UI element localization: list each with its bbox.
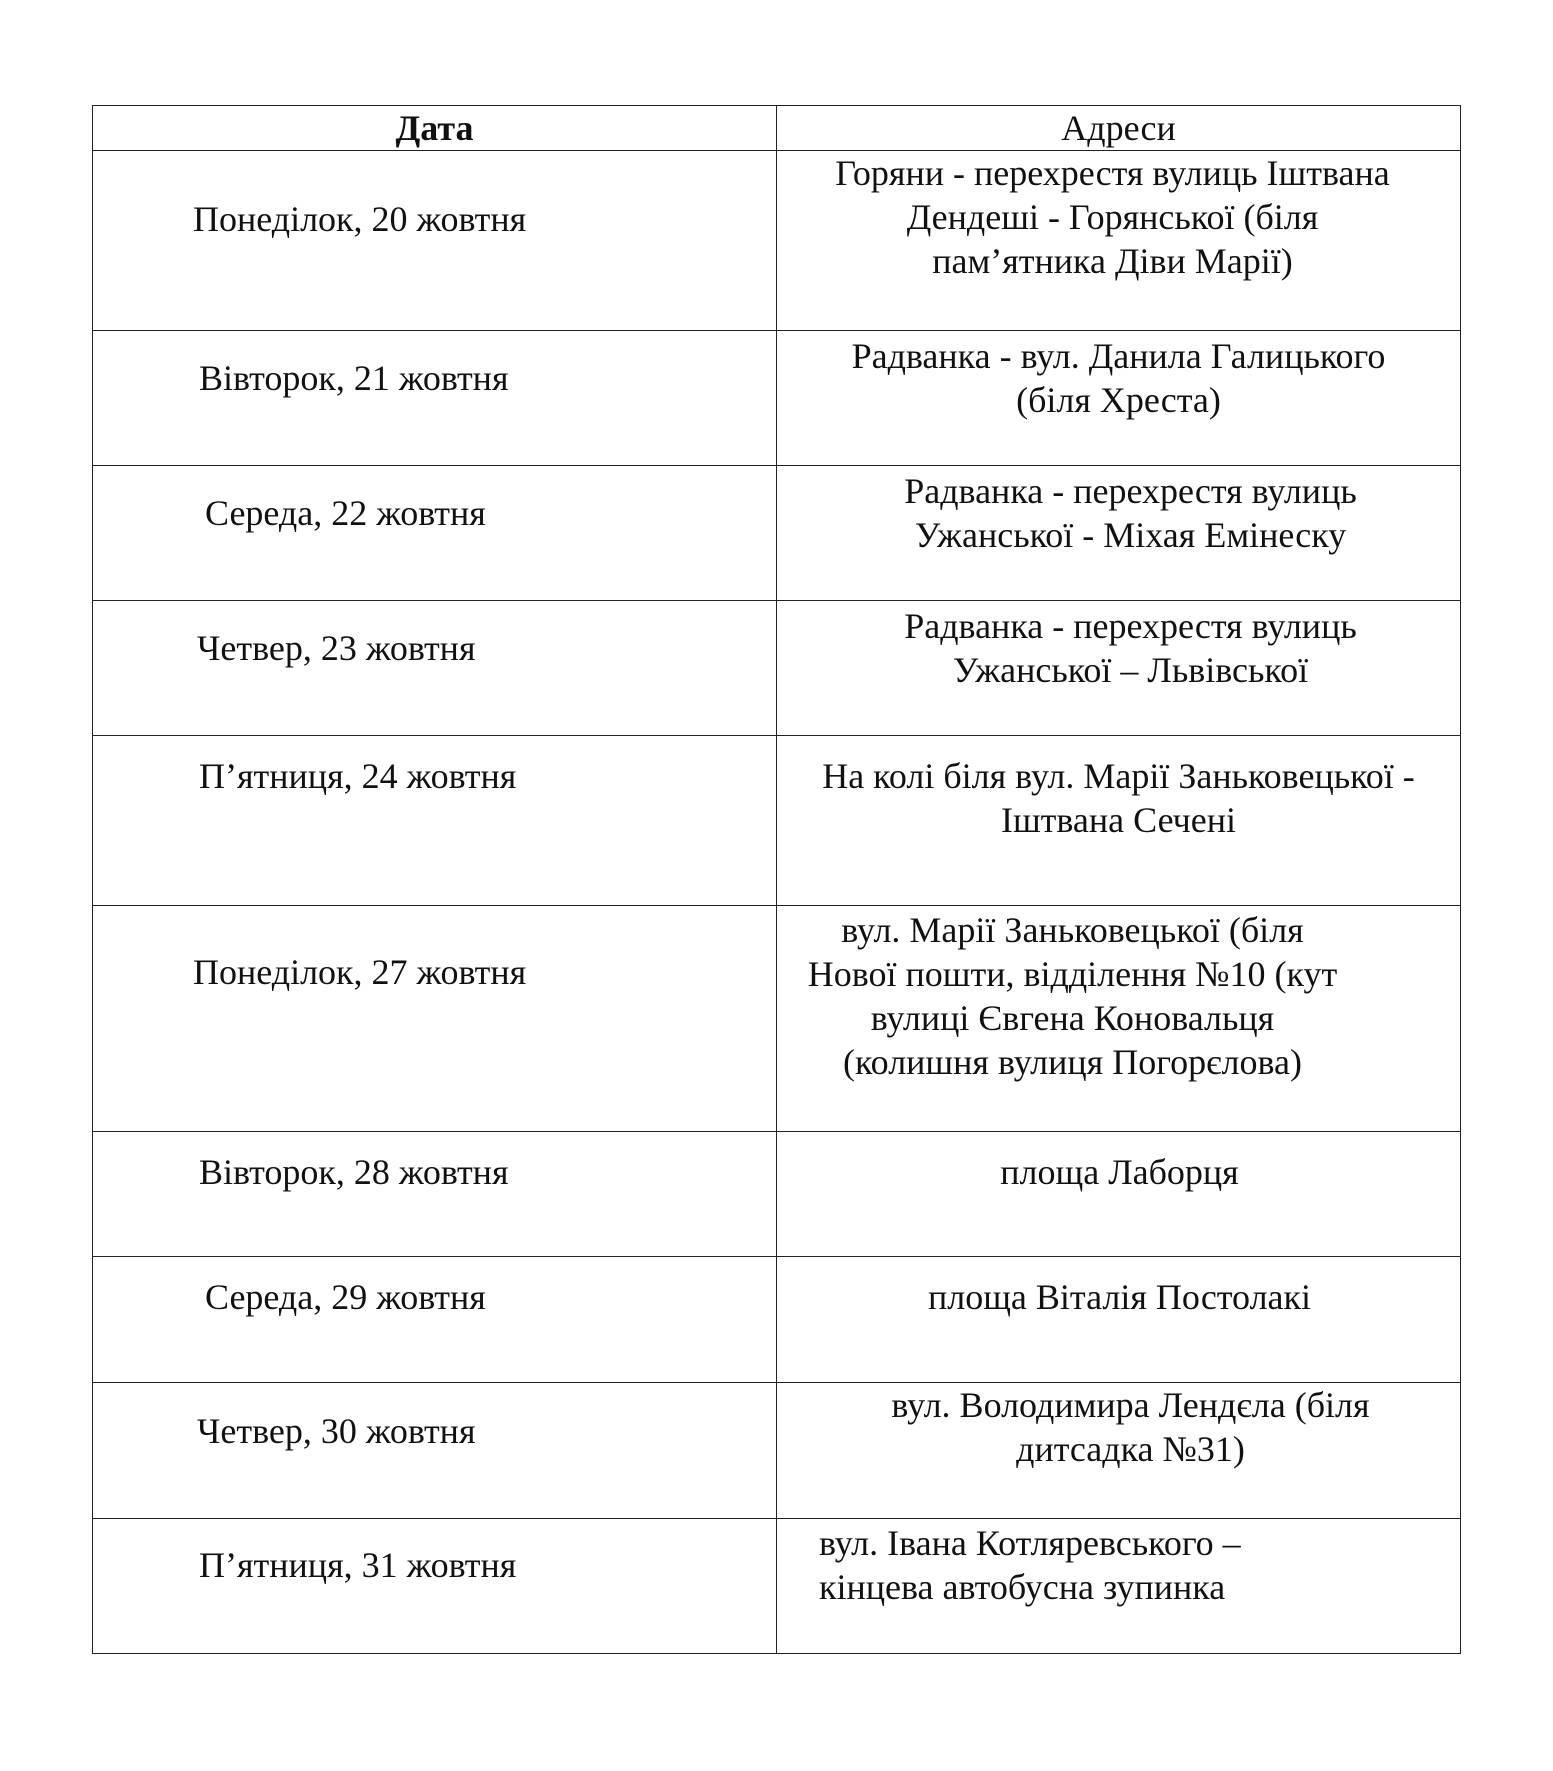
address-line: Іштвана Сечені	[1000, 800, 1237, 840]
address-line: вул. Марії Заньковецької (біля	[841, 910, 1304, 950]
address-cell	[777, 466, 1461, 601]
address-line: (колишня вулиця Погорєлова)	[843, 1042, 1302, 1082]
table-row	[93, 601, 1461, 736]
date-cell	[93, 151, 777, 331]
table-row	[93, 466, 1461, 601]
address-line: (біля Хреста)	[1016, 380, 1221, 420]
date-cell	[93, 1257, 777, 1383]
table-row	[93, 151, 1461, 331]
address-cell	[777, 601, 1461, 736]
date-cell	[93, 906, 777, 1132]
date-text: Середа, 29 жовтня	[205, 1277, 486, 1317]
date-cell	[93, 331, 777, 466]
address-line: Радванка - перехрестя вулиць	[904, 471, 1357, 511]
address-line: вулиці Євгена Коновальця	[870, 998, 1275, 1038]
date-text: Середа, 22 жовтня	[205, 493, 486, 533]
address-line: пам’ятника Діви Марії)	[932, 241, 1293, 281]
table-row	[93, 1257, 1461, 1383]
address-line: Горяни - перехрестя вулиць Іштвана	[835, 153, 1390, 193]
address-cell	[777, 331, 1461, 466]
address-line: вул. Івана Котляревського –	[819, 1523, 1241, 1563]
table-row	[93, 1383, 1461, 1519]
date-cell	[93, 1383, 777, 1519]
address-line: Ужанської - Міхая Емінеску	[914, 515, 1347, 555]
schedule-table	[92, 105, 1461, 1654]
address-cell	[777, 1519, 1461, 1654]
date-text: Вівторок, 28 жовтня	[199, 1152, 509, 1192]
address-line: дитсадка №31)	[1016, 1429, 1245, 1469]
date-text: Четвер, 23 жовтня	[197, 628, 476, 668]
address-line: Дендеші - Горянської (біля	[906, 197, 1319, 237]
address-cell	[777, 1257, 1461, 1383]
date-text: Понеділок, 20 жовтня	[193, 199, 527, 239]
date-cell	[93, 466, 777, 601]
date-cell	[93, 1519, 777, 1654]
date-text: Вівторок, 21 жовтня	[199, 358, 509, 398]
address-line: На колі біля вул. Марії Заньковецької -	[822, 756, 1415, 796]
table-row	[93, 1132, 1461, 1257]
date-cell	[93, 601, 777, 736]
table-row	[93, 1519, 1461, 1654]
address-line: площа Лаборця	[1000, 1152, 1239, 1192]
date-text: Четвер, 30 жовтня	[197, 1411, 476, 1451]
address-line: площа Віталія Постолакі	[927, 1277, 1312, 1317]
address-cell	[777, 906, 1461, 1132]
date-cell	[93, 1132, 777, 1257]
address-cell	[777, 1132, 1461, 1257]
address-cell	[777, 151, 1461, 331]
address-line: Радванка - вул. Данила Галицького	[851, 336, 1386, 376]
address-line: кінцева автобусна зупинка	[819, 1567, 1226, 1607]
address-cell	[777, 1383, 1461, 1519]
table-row	[93, 736, 1461, 906]
address-line: вул. Володимира Лендєла (біля	[891, 1385, 1370, 1425]
header-row	[93, 106, 1461, 151]
date-text: П’ятниця, 24 жовтня	[199, 756, 517, 796]
address-column-header: Адреси	[777, 106, 1461, 151]
table-row	[93, 906, 1461, 1132]
table-row	[93, 331, 1461, 466]
address-line: Радванка - перехрестя вулиць	[904, 606, 1357, 646]
address-line: Ужанської – Львівської	[952, 650, 1309, 690]
date-cell	[93, 736, 777, 906]
address-line: Нової пошти, відділення №10 (кут	[807, 954, 1338, 994]
address-cell	[777, 736, 1461, 906]
date-text: Понеділок, 27 жовтня	[193, 952, 527, 992]
date-column-header: Дата	[93, 106, 777, 151]
date-text: П’ятниця, 31 жовтня	[199, 1545, 517, 1585]
